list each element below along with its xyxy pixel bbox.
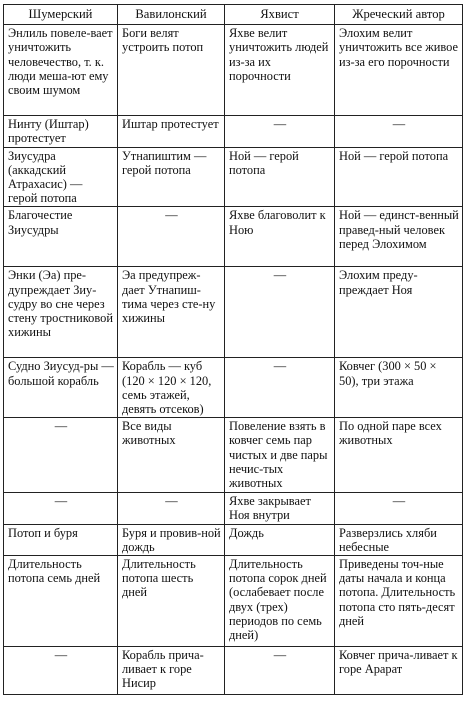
- table-cell: —: [335, 116, 463, 147]
- table-cell: —: [225, 267, 335, 358]
- table-cell: Утнапиштим — герой потопа: [118, 147, 225, 207]
- table-cell: Приведены точ-ные даты начала и конца потопа. Длительность потопа сто пять-десят дней: [335, 556, 463, 647]
- header-yahwist: Яхвист: [225, 5, 335, 25]
- table-row: [4, 524, 463, 555]
- table-row: [4, 116, 463, 147]
- table-cell: Разверзлись хляби небесные: [335, 524, 463, 555]
- table-cell: Энлиль повеле-вает уничтожить человечество, т. к. люди меша-ют ему своим шумом: [4, 25, 118, 116]
- table-cell: Яхве велит уничтожить людей из-за их порочности: [225, 25, 335, 116]
- header-sumerian: Шумерский: [4, 5, 118, 25]
- table-cell: По одной паре всех животных: [335, 418, 463, 493]
- table-row: [4, 25, 463, 116]
- table-cell: Длительность потопа сорок дней (ослабевает после двух (трех) периодов по семь дней): [225, 556, 335, 647]
- table-header: [4, 5, 463, 25]
- table-cell: —: [118, 207, 225, 267]
- table-cell: Все виды животных: [118, 418, 225, 493]
- header-priestly-author: Жреческий автор: [335, 5, 463, 25]
- table-cell: —: [4, 418, 118, 493]
- table-cell: —: [225, 647, 335, 695]
- table-row: [4, 418, 463, 493]
- table-cell: —: [335, 493, 463, 524]
- table-row: [4, 147, 463, 207]
- table-cell: Ковчег прича-ливает к горе Арарат: [335, 647, 463, 695]
- table-row: [4, 556, 463, 647]
- table-row: [4, 358, 463, 418]
- table-cell: Длительность потопа шесть дней: [118, 556, 225, 647]
- table-cell: —: [118, 493, 225, 524]
- table-row: [4, 493, 463, 524]
- table-cell: Ной — герой потопа: [335, 147, 463, 207]
- table-cell: Боги велят устроить потоп: [118, 25, 225, 116]
- table-cell: —: [4, 647, 118, 695]
- table-cell: Дождь: [225, 524, 335, 555]
- table-cell: Корабль прича-ливает к горе Нисир: [118, 647, 225, 695]
- flood-comparison-table: [3, 4, 463, 695]
- table-row: [4, 647, 463, 695]
- table-cell: Эа предупреж-дает Утнапиш-тима через сте-ну хижины: [118, 267, 225, 358]
- table-cell: Корабль — куб (120 × 120 × 120, семь этажей, девять отсеков): [118, 358, 225, 418]
- table-cell: Благочестие Зиусудры: [4, 207, 118, 267]
- table-cell: —: [225, 116, 335, 147]
- table-cell: Повеление взять в ковчег семь пар чистых и две пары нечис-тых животных: [225, 418, 335, 493]
- table-cell: Нинту (Иштар) протестует: [4, 116, 118, 147]
- table-cell: Зиусудра (аккадский Атрахасис) — герой потопа: [4, 147, 118, 207]
- table-cell: Буря и провив-ной дождь: [118, 524, 225, 555]
- table-cell: Яхве благоволит к Ною: [225, 207, 335, 267]
- table-row: [4, 267, 463, 358]
- table-body: [4, 25, 463, 695]
- table-cell: Ковчег (300 × 50 × 50), три этажа: [335, 358, 463, 418]
- table-cell: Элохим велит уничтожить все живое из-за его порочности: [335, 25, 463, 116]
- table-cell: —: [4, 493, 118, 524]
- header-babylonian: Вавилонский: [118, 5, 225, 25]
- table-cell: Ной — единст-венный правед-ный человек перед Элохимом: [335, 207, 463, 267]
- table-cell: —: [225, 358, 335, 418]
- table-cell: Энки (Эа) пре-дупреждает Зиу-судру во сне через стену тростниковой хижины: [4, 267, 118, 358]
- table-cell: Яхве закрывает Ноя внутри: [225, 493, 335, 524]
- table-cell: Элохим преду-преждает Ноя: [335, 267, 463, 358]
- table-cell: Ной — герой потопа: [225, 147, 335, 207]
- table-cell: Потоп и буря: [4, 524, 118, 555]
- table-row: [4, 207, 463, 267]
- table-cell: Длительность потопа семь дней: [4, 556, 118, 647]
- table-cell: Судно Зиусуд-ры — большой корабль: [4, 358, 118, 418]
- table-cell: Иштар протестует: [118, 116, 225, 147]
- header-row: [4, 5, 463, 25]
